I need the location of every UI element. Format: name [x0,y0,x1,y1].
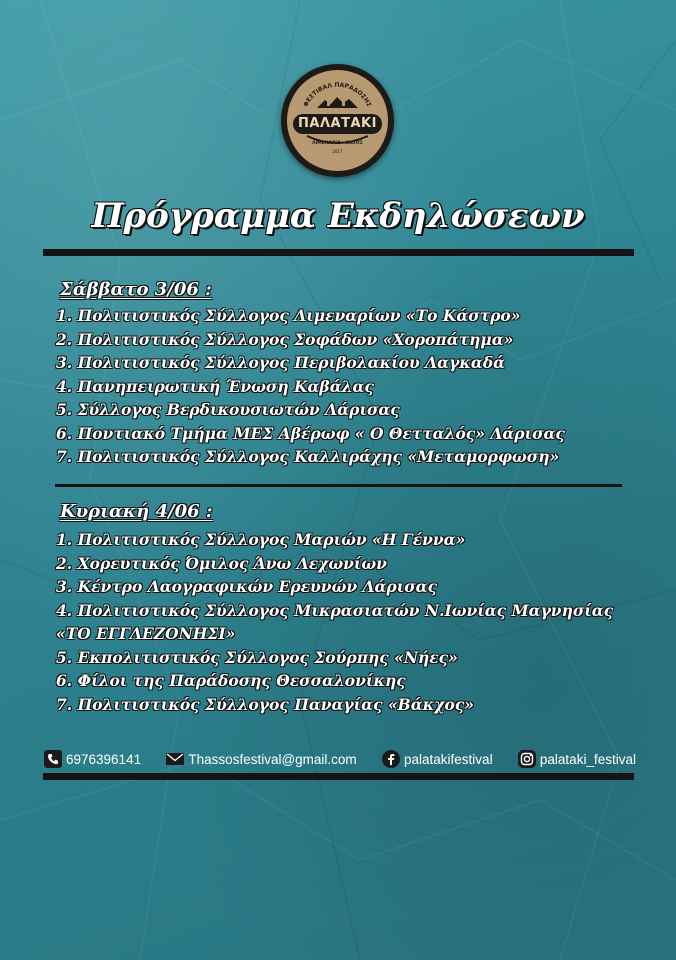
instagram-handle: palataki_festival [539,751,636,767]
list-item: 5. Σύλλογος Βερδικουσιωτών Λάρισας [56,400,400,419]
phone-number: 6976396141 [66,751,142,767]
list-item: 7. Πολιτιστικός Σύλλογος Καλλιράχης «Μεταμορφωση» [56,447,560,466]
envelope-icon [166,750,184,768]
list-item: 4. Πανηπειρωτική Ένωση Καβάλας [56,376,374,396]
footer-divider [43,773,634,780]
phone-contact[interactable] [44,750,141,768]
phone-icon [44,750,62,768]
logo-location: ΛΙΜΕΝΑΡΙΑ - ΘΑΣΟΣ [312,141,363,146]
section-divider [55,484,622,487]
logo-top-text: ΦΕΣΤΙΒΑΛ ΠΑΡΑΔΟΣΗΣ [302,81,373,109]
email-contact[interactable] [166,750,356,768]
list-item: 2. Πολιτιστικός Σύλλογος Σοφάδων «Χοροπάτημα» [56,329,514,349]
list-item: 3. Πολιτιστικός Σύλλογος Περιβολακίου Λαγκαδά [56,353,506,372]
list-item: 1. Πολιτιστικός Σύλλογος Λιμεναρίων «Το Κάστρο» [56,306,521,325]
logo-year: 2017 [332,149,343,154]
contact-bar [44,748,636,770]
list-item: 1. Πολιτιστικός Σύλλογος Μαριών «Η Γέννα» [56,530,466,549]
facebook-contact[interactable] [382,750,493,768]
palataki-festival-logo [281,64,394,177]
facebook-handle: palatakifestival [404,751,493,767]
saturday-heading: Σάββατο 3/06 : [60,279,212,300]
title-divider [43,249,634,256]
logo-name: ΠΑΛΑΤΑΚΙ [293,114,382,134]
sunday-list [56,528,613,716]
list-item: 2. Χορευτικός Όμιλος Άνω Λεχωνίων [56,553,387,573]
facebook-icon [382,750,400,768]
saturday-list [56,304,565,469]
page-title: Πρόγραμμα Εκδηλώσεων [91,196,585,236]
sunday-heading: Κυριακή 4/06 : [60,501,213,522]
email-address: Thassosfestival@gmail.com [188,751,357,767]
list-item: 5. Εκπολιτιστικός Σύλλογος Σούρπης «Νήες» [56,647,458,667]
list-item: 6. Φίλοι της Παράδοσης Θεσσαλονίκης [56,671,406,690]
list-item: 7. Πολιτιστικός Σύλλογος Παναγίας «Βάκχος» [56,694,474,714]
instagram-contact[interactable] [518,750,636,768]
list-item: 4. Πολιτιστικός Σύλλογος Μικρασιατών Ν.Ιωνίας Μαγνησίας [56,600,614,620]
list-item: 6. Ποντιακό Τμήμα ΜΕΣ Αβέρωφ « Ο Θετταλός» Λάρισας [56,423,565,443]
list-item: 3. Κέντρο Λαογραφικών Ερευνών Λάρισας [56,577,438,596]
instagram-icon [518,750,536,768]
list-item: «ΤΟ ΕΓΓΛΕΖΟΝΗΣΙ» [56,624,236,643]
